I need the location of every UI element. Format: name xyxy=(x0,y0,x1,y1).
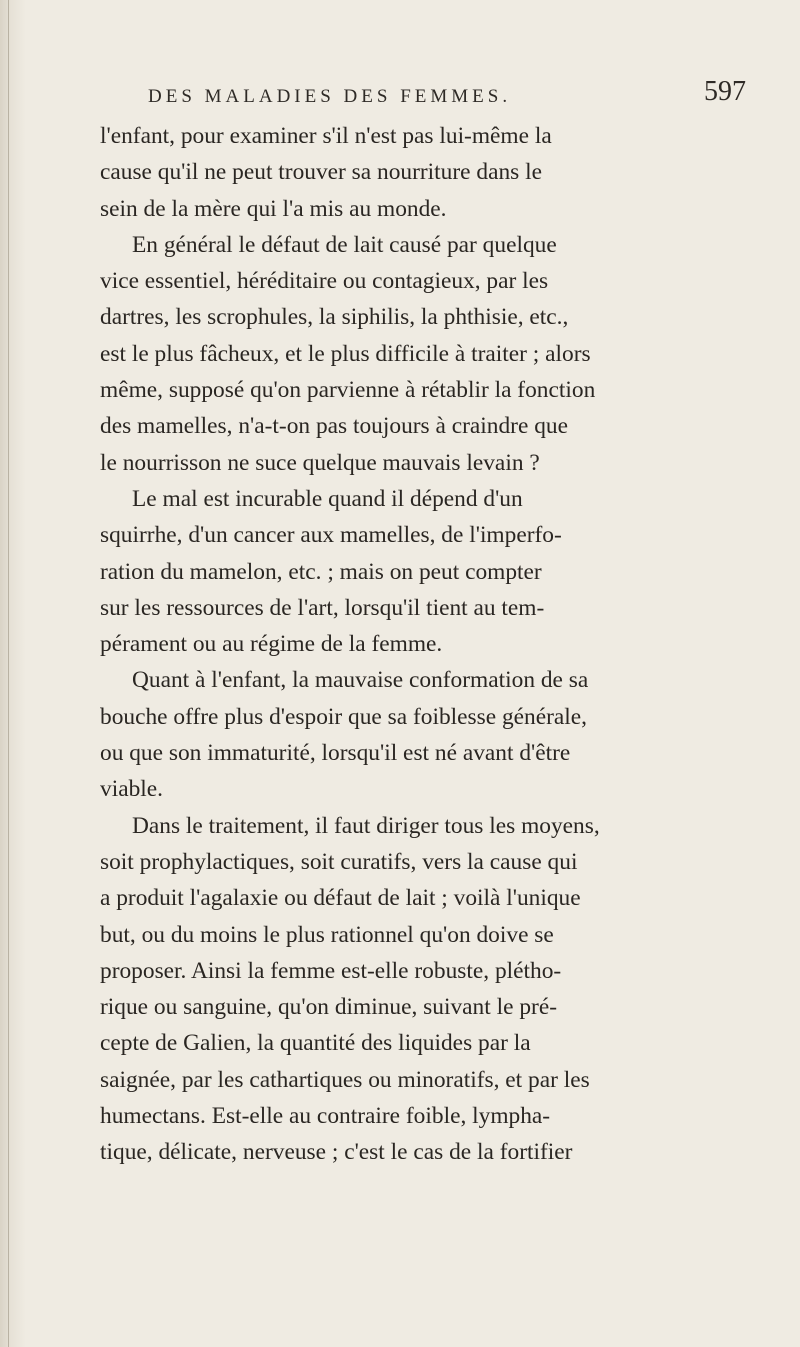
text-line: cause qu'il ne peut trouver sa nourriture dans le xyxy=(100,159,542,186)
text-line: rique ou sanguine, qu'on diminue, suivant le pré- xyxy=(100,994,557,1021)
text-line: sein de la mère qui l'a mis au monde. xyxy=(100,195,447,222)
text-line: des mamelles, n'a-t-on pas toujours à craindre que xyxy=(100,413,568,440)
text-line: tique, délicate, nerveuse ; c'est le cas de la fortifier xyxy=(100,1139,573,1166)
text-line: pérament ou au régime de la femme. xyxy=(100,631,443,658)
text-line: a produit l'agalaxie ou défaut de lait ; voilà l'unique xyxy=(100,885,581,912)
binding-gutter xyxy=(0,0,26,1347)
page-header xyxy=(100,70,750,110)
text-line: humectans. Est-elle au contraire foible, lympha- xyxy=(100,1103,551,1130)
text-line: Quant à l'enfant, la mauvaise conformation de sa xyxy=(132,667,589,694)
text-line: soit prophylactiques, soit curatifs, vers la cause qui xyxy=(100,848,578,875)
binding-edge-line xyxy=(8,0,9,1347)
paragraph-1 xyxy=(100,118,750,227)
text-line: Dans le traitement, il faut diriger tous les moyens, xyxy=(132,812,600,839)
text-line: vice essentiel, héréditaire ou contagieux, par les xyxy=(100,268,549,295)
running-title: DES MALADIES DES FEMMES. xyxy=(148,86,512,107)
paragraph-5 xyxy=(100,808,750,1171)
paragraph-4 xyxy=(100,662,750,807)
paragraph-2 xyxy=(100,227,750,481)
text-line: dartres, les scrophules, la siphilis, la phthisie, etc., xyxy=(100,304,569,331)
text-line: sur les ressources de l'art, lorsqu'il tient au tem- xyxy=(100,594,545,621)
text-line: viable. xyxy=(100,776,163,803)
page-body xyxy=(100,118,750,1171)
text-line: bouche offre plus d'espoir que sa foiblesse générale, xyxy=(100,703,588,730)
book-page xyxy=(100,70,750,1171)
text-line: ration du mamelon, etc. ; mais on peut compter xyxy=(100,558,542,585)
text-line: cepte de Galien, la quantité des liquides par la xyxy=(100,1030,531,1057)
text-line: proposer. Ainsi la femme est-elle robuste, plétho- xyxy=(100,957,562,984)
text-line: le nourrisson ne suce quelque mauvais levain ? xyxy=(100,449,540,476)
text-line: En général le défaut de lait causé par quelque xyxy=(132,231,557,258)
paragraph-3 xyxy=(100,481,750,662)
text-line: est le plus fâcheux, et le plus difficile à traiter ; alors xyxy=(100,340,591,367)
page-number: 597 xyxy=(704,76,746,107)
text-line: but, ou du moins le plus rationnel qu'on doive se xyxy=(100,921,554,948)
text-line: ou que son immaturité, lorsqu'il est né avant d'être xyxy=(100,740,571,767)
text-line: Le mal est incurable quand il dépend d'un xyxy=(132,485,523,512)
text-line: l'enfant, pour examiner s'il n'est pas lui-même la xyxy=(100,123,552,149)
text-line: squirrhe, d'un cancer aux mamelles, de l'imperfo- xyxy=(100,522,562,549)
text-line: saignée, par les cathartiques ou minoratifs, et par les xyxy=(100,1066,590,1093)
text-line: même, supposé qu'on parvienne à rétablir la fonction xyxy=(100,377,596,404)
